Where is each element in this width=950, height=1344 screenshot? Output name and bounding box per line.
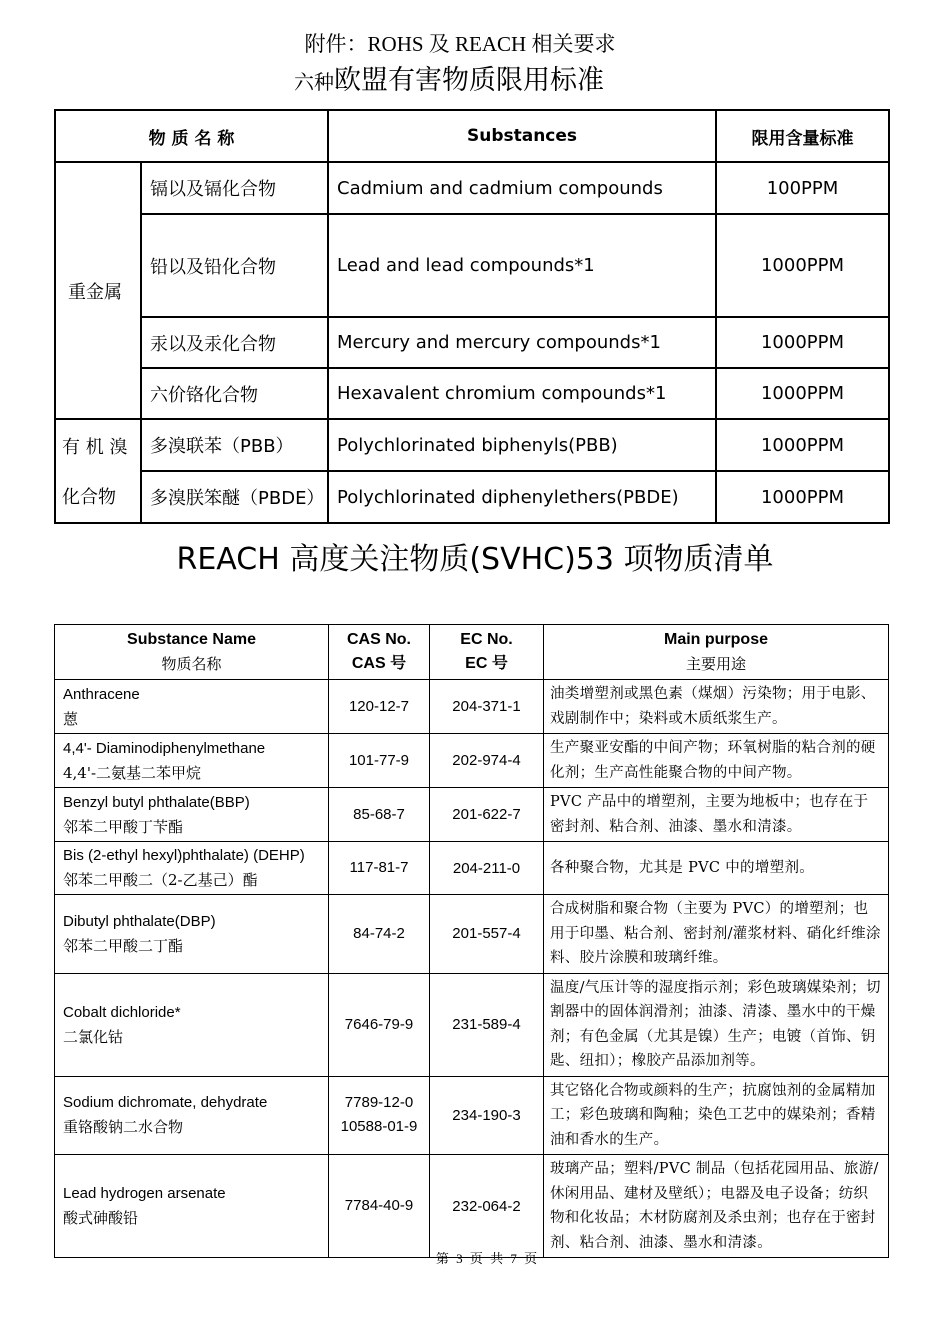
header-en: Main purpose	[663, 631, 768, 648]
ec-number: 231-589-4	[430, 973, 544, 1076]
rohs-header-cn: 物 质 名 称	[55, 110, 328, 162]
page-footer: 第 3 页 共 7 页	[435, 1251, 540, 1266]
rohs-header-row	[55, 110, 889, 162]
substance-name	[55, 895, 329, 974]
table-row	[55, 788, 889, 842]
substance-name-en: Bis (2-ethyl hexyl)phthalate) (DEHP)	[63, 847, 305, 864]
table-row	[55, 368, 889, 419]
table-row	[55, 973, 889, 1076]
rohs-table	[54, 109, 890, 524]
rohs-title	[0, 64, 898, 102]
substance-name-en: Anthracene	[63, 685, 140, 703]
header-en: EC No.	[460, 631, 513, 648]
substance-name	[55, 1076, 329, 1155]
header-substance-name	[55, 625, 329, 680]
main-purpose: 生产聚亚安酯的中间产物；环氧树脂的粘合剂的硬化剂；生产高性能聚合物的中间产物。	[544, 734, 889, 788]
substance-name-en: Dibutyl phthalate(DBP)	[63, 912, 216, 930]
group-organic-bromine	[55, 419, 141, 523]
substance-en: Mercury and mercury compounds*1	[328, 317, 716, 368]
table-row	[55, 895, 889, 974]
substance-cn: 多溴联苯（PBB）	[141, 419, 328, 471]
table-row	[55, 471, 889, 523]
substance-en: Lead and lead compounds*1	[328, 214, 716, 317]
substance-en: Polychlorinated diphenylethers(PBDE)	[328, 471, 716, 523]
group-organic-bromine-line2: 化合物	[62, 487, 116, 508]
substance-name-en: 4,4'- Diaminodiphenylmethane	[63, 739, 266, 757]
cas-number	[329, 1155, 430, 1258]
table-row	[55, 1076, 889, 1155]
rohs-title-main: 欧盟有害物质限用标准	[334, 65, 604, 96]
main-purpose: 油类增塑剂或黑色素（煤烟）污染物；用于电影、戏剧制作中；染料或木质纸浆生产。	[544, 680, 889, 734]
attachment-heading: 附件：ROHS 及 REACH 相关要求	[304, 32, 616, 56]
main-purpose: 其它铬化合物或颜料的生产；抗腐蚀剂的金属精加工；彩色玻璃和陶釉；染色工艺中的媒染剂；香精油和香水的生产。	[544, 1076, 889, 1155]
substance-name-en: Sodium dichromate, dehydrate	[63, 1094, 268, 1112]
table-row	[55, 162, 889, 214]
substance-limit: 1000PPM	[716, 368, 889, 419]
substance-name-cn: 二氯化钴	[63, 1027, 124, 1046]
cas-number	[329, 842, 430, 895]
ec-number: 201-557-4	[430, 895, 544, 974]
ec-number: 204-371-1	[430, 680, 544, 734]
table-row	[55, 419, 889, 471]
substance-cn: 铅以及铅化合物	[141, 214, 328, 317]
main-purpose: PVC 产品中的增塑剂，主要为地板中；也存在于密封剂、粘合剂、油漆、墨水和清漆。	[544, 788, 889, 842]
substance-name-cn: 酸式砷酸铅	[63, 1209, 139, 1227]
rohs-header-substances: Substances	[328, 110, 716, 162]
substance-name	[55, 788, 329, 842]
cas-number	[329, 788, 430, 842]
header-en: CAS No.	[347, 631, 411, 648]
substance-name	[55, 973, 329, 1076]
reach-header-row	[55, 625, 889, 680]
table-row	[55, 680, 889, 734]
substance-name	[55, 734, 329, 788]
substance-name	[55, 680, 329, 734]
group-organic-bromine-line1: 有 机 溴	[62, 437, 128, 458]
table-row	[55, 734, 889, 788]
substance-name	[55, 842, 329, 895]
cas-value: 85-68-7	[353, 805, 405, 823]
table-row	[55, 1155, 889, 1258]
header-cas	[329, 625, 430, 680]
cas-value: 84-74-2	[353, 924, 405, 942]
ec-number: 234-190-3	[430, 1076, 544, 1155]
rohs-title-prefix: 六种	[294, 72, 334, 94]
cas-value: 120-12-7	[348, 697, 410, 715]
header-cn: 主要用途	[685, 655, 746, 673]
substance-cn: 汞以及汞化合物	[141, 317, 328, 368]
reach-title: REACH 高度关注物质(SVHC)53 项物质清单	[176, 542, 774, 577]
main-purpose: 温度/气压计等的湿度指示剂；彩色玻璃媒染剂；切割器中的固体润滑剂；油漆、清漆、墨水中的干燥剂；有色金属（尤其是镍）生产；电镀（首饰、钥匙、纽扣）；橡胶产品添加剂等。	[544, 973, 889, 1076]
cas-value-alt: 10588-01-9	[340, 1118, 418, 1136]
substance-cn: 多溴朕笨醚（PBDE）	[141, 471, 328, 523]
substance-limit: 100PPM	[716, 162, 889, 214]
header-cn: 物质名称	[161, 655, 222, 673]
substance-en: Cadmium and cadmium compounds	[328, 162, 716, 214]
ec-number: 202-974-4	[430, 734, 544, 788]
ec-number: 201-622-7	[430, 788, 544, 842]
substance-en: Polychlorinated biphenyls(PBB)	[328, 419, 716, 471]
substance-name-cn: 邻苯二甲酸二（2-乙基己）酯	[63, 871, 258, 889]
cas-number	[329, 680, 430, 734]
substance-name-en: Lead hydrogen arsenate	[63, 1185, 226, 1202]
main-purpose: 玻璃产品；塑料/PVC 制品（包括花园用品、旅游/休闲用品、建材及壁纸）；电器及电子设备；纺织物和化妆品；木材防腐剂及杀虫剂；也存在于密封剂、粘合剂、油漆、墨水和清漆。	[544, 1155, 889, 1258]
table-row	[55, 214, 889, 317]
cas-value: 101-77-9	[348, 751, 410, 769]
substance-name-cn: 邻苯二甲酸二丁酯	[63, 936, 184, 955]
substance-name	[55, 1155, 329, 1258]
cas-number	[329, 734, 430, 788]
group-heavy-metals: 重金属	[55, 162, 141, 419]
main-purpose: 合成树脂和聚合物（主要为 PVC）的增塑剂；也用于印墨、粘合剂、密封剂/灌浆材料、硝化纤维涂料、胶片涂膜和玻璃纤维。	[544, 895, 889, 974]
header-en: Substance Name	[127, 631, 256, 648]
header-cn: EC 号	[465, 655, 508, 672]
substance-limit: 1000PPM	[716, 214, 889, 317]
cas-value: 7646-79-9	[344, 1015, 414, 1033]
header-purpose	[544, 625, 889, 680]
cas-number	[329, 973, 430, 1076]
substance-en: Hexavalent chromium compounds*1	[328, 368, 716, 419]
cas-value: 7784-40-9	[344, 1197, 414, 1214]
main-purpose: 各种聚合物，尤其是 PVC 中的增塑剂。	[544, 842, 889, 895]
substance-name-en: Cobalt dichloride*	[63, 1003, 181, 1021]
cas-value: 7789-12-0	[344, 1094, 414, 1112]
ec-number: 204-211-0	[430, 842, 544, 895]
substance-limit: 1000PPM	[716, 471, 889, 523]
substance-name-cn: 邻苯二甲酸丁苄酯	[63, 817, 184, 836]
substance-cn: 六价铬化合物	[141, 368, 328, 419]
ec-number: 232-064-2	[430, 1155, 544, 1258]
table-row	[55, 842, 889, 895]
header-cn: CAS 号	[351, 655, 407, 672]
rohs-header-limit: 限用含量标准	[716, 110, 889, 162]
header-ec	[430, 625, 544, 680]
substance-name-cn: 4,4'-二氨基二苯甲烷	[63, 763, 202, 782]
substance-name-cn: 蒽	[63, 709, 79, 728]
cas-value: 117-81-7	[349, 859, 409, 876]
reach-table	[54, 624, 889, 1258]
substance-cn: 镉以及镉化合物	[141, 162, 328, 214]
substance-limit: 1000PPM	[716, 317, 889, 368]
cas-number	[329, 1076, 430, 1155]
substance-limit: 1000PPM	[716, 419, 889, 471]
substance-name-en: Benzyl butyl phthalate(BBP)	[63, 793, 250, 811]
cas-number	[329, 895, 430, 974]
table-row	[55, 317, 889, 368]
substance-name-cn: 重铬酸钠二水合物	[63, 1118, 184, 1137]
